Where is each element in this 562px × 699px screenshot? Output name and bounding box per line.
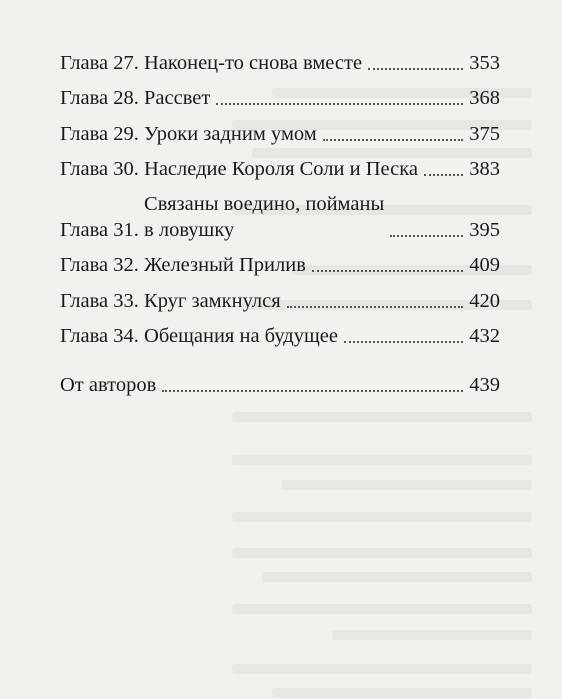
dot-leader [323, 139, 464, 141]
chapter-title: Круг замкнулся [144, 289, 281, 312]
page-number: 368 [469, 87, 500, 110]
chapter-number: Глава 31. [60, 219, 139, 242]
chapter-number: Глава 27. [60, 52, 139, 74]
chapter-title: Уроки задним умом [144, 122, 317, 145]
ghost-line [332, 630, 532, 640]
toc-entry [60, 85, 500, 111]
ghost-line [272, 688, 532, 698]
dot-leader [312, 270, 463, 272]
toc-entry [60, 191, 500, 243]
chapter-number: Глава 29. [60, 122, 139, 145]
page-number: 375 [469, 122, 500, 145]
ghost-line [262, 572, 532, 582]
page-number: 395 [469, 219, 500, 242]
dot-leader [424, 174, 463, 176]
dot-leader [344, 341, 463, 343]
ghost-line [232, 512, 532, 522]
ghost-line [232, 548, 532, 558]
ghost-line [232, 412, 532, 422]
chapter-number: Глава 32. [60, 254, 139, 277]
table-of-contents [60, 50, 500, 407]
page-number: 409 [469, 254, 500, 277]
chapter-title: Рассвет [144, 87, 211, 110]
chapter-title: Наконец-то снова вместе [144, 52, 363, 74]
page-number: 353 [469, 52, 500, 74]
ghost-line [282, 480, 532, 490]
chapter-number: Глава 33. [60, 289, 139, 312]
chapter-number: Глава 34. [60, 325, 139, 348]
chapter-title: Связаны воедино, пойманы в ловушку [144, 193, 385, 242]
chapter-number: Глава 30. [60, 157, 139, 180]
page-number: 432 [469, 325, 500, 348]
dot-leader [390, 235, 463, 237]
chapter-title: Наследие Короля Соли и Песка [144, 157, 418, 180]
dot-leader [162, 390, 463, 392]
chapter-title: Обещания на будущее [144, 325, 338, 348]
page-number: 383 [469, 157, 500, 180]
page-number: 439 [469, 374, 500, 397]
toc-entry [60, 50, 500, 76]
ghost-line [232, 604, 532, 614]
toc-entry-afterword [60, 372, 500, 398]
toc-entry [60, 252, 500, 278]
ghost-line [232, 664, 532, 674]
toc-entry [60, 121, 500, 147]
section-title: От авторов [60, 374, 157, 397]
ghost-line [232, 455, 532, 465]
toc-entry [60, 288, 500, 314]
toc-entry [60, 156, 500, 182]
toc-entry [60, 323, 500, 349]
chapter-title: Железный Прилив [144, 254, 306, 277]
page-number: 420 [469, 289, 500, 312]
dot-leader [287, 306, 464, 308]
dot-leader [368, 68, 463, 70]
dot-leader [216, 103, 463, 105]
chapter-number: Глава 28. [60, 87, 139, 110]
